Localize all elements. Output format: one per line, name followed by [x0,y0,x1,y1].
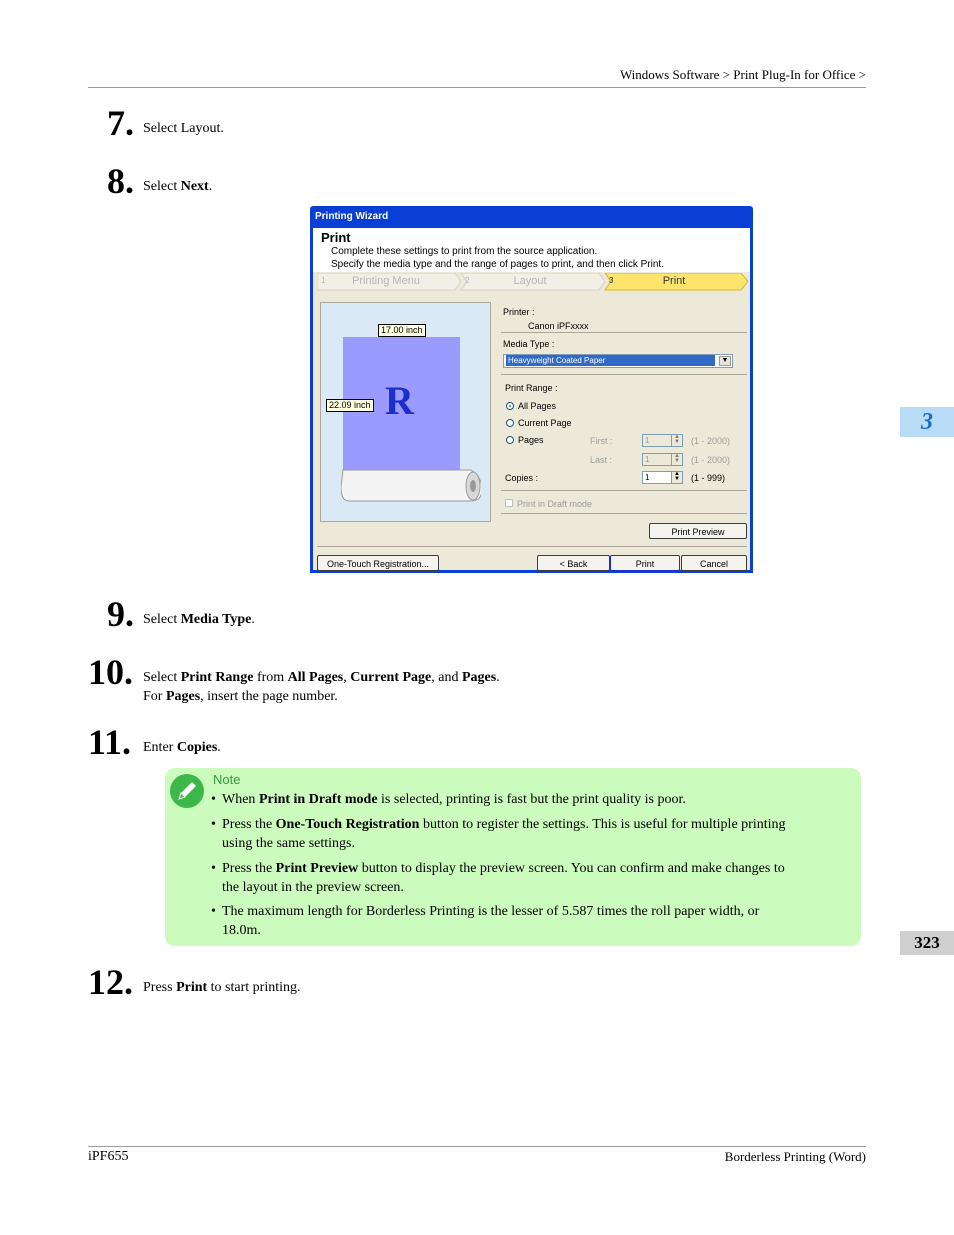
current-page-label[interactable]: Current Page [518,418,572,428]
step-8-prefix: Select [143,179,181,194]
first-label: First : [590,436,613,446]
step-10-suffix: . [496,670,500,685]
chapter-tab[interactable]: 3 [900,407,954,437]
step-9-text [143,612,255,628]
step-10-mid-2: , [343,670,351,685]
step-11-prefix: Enter [143,740,177,755]
wizard-step-1-num: 1 [321,276,326,285]
dialog-body [313,228,750,570]
one-touch-registration-button[interactable]: One-Touch Registration... [317,555,439,571]
step-10-number: 10. [88,652,133,692]
wizard-step-2-label: Layout [513,275,547,287]
separator-1 [501,332,747,333]
step-12-text [143,980,301,996]
copies-range: (1 - 999) [691,473,726,483]
note-b1-bold: Print in Draft mode [258,792,378,807]
all-pages-radio[interactable] [506,402,514,410]
last-label: Last : [590,455,613,465]
first-range: (1 - 2000) [691,436,731,446]
step-10-line2-suffix: , insert the page number. [200,689,338,704]
print-button[interactable]: Print [610,555,680,571]
step-10-line2-prefix: For [143,689,166,704]
dialog-desc-2: Specify the media type and the range of pages to print, and then click Print. [331,259,664,270]
separator-5 [317,546,747,547]
wizard-step-3 [605,273,743,290]
step-9-prefix: Select [143,612,181,627]
breadcrumb: Windows Software > Print Plug-In for Office > [619,67,866,82]
note-b3-bold: Print Preview [275,861,359,876]
print-preview-button[interactable]: Print Preview [649,523,747,539]
pencil-icon [170,774,204,808]
copies-label: Copies : [505,473,539,483]
step-11-suffix: . [217,740,221,755]
step-10-bold-4: Pages [461,670,497,685]
footer-model: iPF655 [88,1149,129,1164]
header-rule [88,87,866,88]
pages-radio[interactable] [506,436,514,444]
wizard-step-3-num: 3 [609,276,614,285]
first-page-input[interactable]: 1 [642,434,672,447]
step-9-bold: Media Type [180,612,252,627]
dialog-heading: Print [321,230,351,245]
step-10-mid-1: from [253,670,288,685]
width-label: 17.00 inch [378,324,426,337]
wizard-step-2 [461,273,599,290]
step-11-number: 11. [88,722,132,762]
copies-spinner[interactable]: ▲ ▼ [671,471,683,484]
copies-input[interactable]: 1 [642,471,672,484]
step-11-text [143,740,221,756]
roll-core [470,480,476,492]
step-10-prefix: Select [143,670,181,685]
pencil-icon-glyph [170,774,204,808]
step-12-bold: Print [176,980,208,995]
note-box: Note • When Print in Draft mode is selected, printing is fast but the print quality is poor. • Press the One-Touch Registration button to register the settings. This is useful for multiple printing using the same settings. • Press the Print Preview button to display the preview screen. You can confirm and make changes to the layout in the preview screen. • The maximum length for Borderless Printing is the lesser of 5.587 times the roll paper width, or 18.0m. [165,768,861,946]
step-7-number: 7. [107,103,134,143]
step-10-bold-2: All Pages [287,670,344,685]
step-10-mid-3: , and [431,670,462,685]
step-10-text-line-2 [143,689,338,705]
dialog-title: Printing Wizard [315,211,389,222]
note-b2-post: button to register the settings. This is useful for multiple printing [419,817,786,832]
height-label: 22.09 inch [326,399,374,412]
step-8-text [143,179,212,195]
print-range-label: Print Range : [505,383,558,393]
page-number: 323 [900,931,954,955]
note-b2-bold: One-Touch Registration [275,817,420,832]
step-7-label: Select Layout. [143,121,224,136]
step-8-bold: Next [180,179,209,194]
last-page-spinner[interactable]: ▲ ▼ [671,453,683,466]
footer-rule [88,1146,866,1147]
cancel-button[interactable]: Cancel [681,555,747,571]
footer-section: Borderless Printing (Word) [724,1149,866,1164]
back-button[interactable]: < Back [537,555,610,571]
last-range: (1 - 2000) [691,455,731,465]
step-10-text [143,670,500,686]
all-pages-label[interactable]: All Pages [518,401,557,411]
note-b3-post: button to display the preview screen. You can confirm and make changes to [358,861,785,876]
step-12-number: 12. [88,962,133,1002]
separator-4 [501,513,747,514]
wizard-step-1 [317,273,455,290]
step-12-prefix: Press [143,980,177,995]
note-b3-line2: the layout in the preview screen. [222,880,404,895]
note-b4-line1: The maximum length for Borderless Printing is the lesser of 5.587 times the roll paper width, or [222,904,760,919]
note-b2-line2: using the same settings. [222,836,355,851]
pages-label[interactable]: Pages [518,435,544,445]
separator-2 [501,374,747,375]
note-b2-pre: Press the [222,817,276,832]
printing-wizard-dialog [310,206,753,573]
step-9-number: 9. [107,594,134,634]
step-10-line2-bold: Pages [165,689,201,704]
note-b3-pre: Press the [222,861,276,876]
preview-letter: R [385,378,414,423]
wizard-step-2-num: 2 [465,276,470,285]
paper-roll [341,470,481,501]
note-b1-pre: When [222,792,259,807]
note-b4-line2: 18.0m. [222,923,261,938]
step-8-suffix: . [208,179,213,194]
wizard-step-1-label: Printing Menu [352,275,420,287]
step-8-number: 8. [107,161,134,201]
media-type-value: Heavyweight Coated Paper [506,355,715,366]
printer-value: Canon iPFxxxx [528,321,589,331]
step-10-bold-1: Print Range [180,670,254,685]
current-page-radio[interactable] [506,419,514,427]
separator-3 [501,490,747,491]
dialog-desc-1: Complete these settings to print from the source application. [331,246,598,257]
step-7-text [143,121,224,137]
draft-mode-checkbox[interactable] [505,499,513,507]
wizard-step-3-label: Print [662,275,686,287]
printer-label: Printer : [503,307,535,317]
dialog-header [313,228,750,272]
last-page-input[interactable]: 1 [642,453,672,466]
media-type-select[interactable] [503,354,733,368]
step-10-bold-3: Current Page [350,670,432,685]
step-11-bold: Copies [176,740,218,755]
step-9-suffix: . [251,612,255,627]
note-title: Note [213,772,241,787]
first-page-spinner[interactable]: ▲ ▼ [671,434,683,447]
note-b1-post: is selected, printing is fast but the print quality is poor. [377,792,686,807]
step-12-suffix: to start printing. [207,980,301,995]
chevron-down-icon[interactable]: ▼ [719,356,731,366]
draft-mode-label[interactable]: Print in Draft mode [517,499,593,509]
media-type-label: Media Type : [503,339,555,349]
